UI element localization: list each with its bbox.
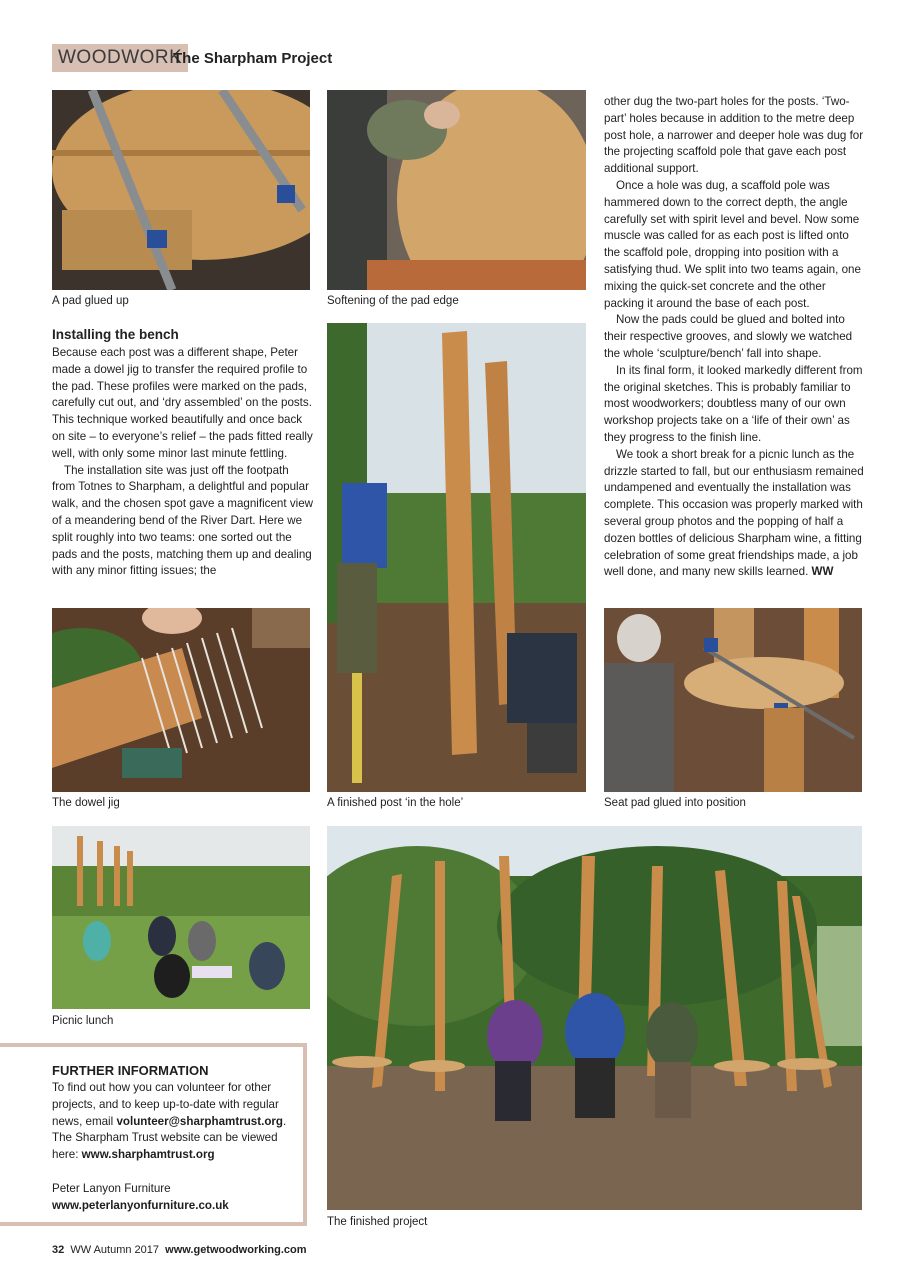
photo-picnic	[52, 826, 310, 1009]
photo-seat-pad	[604, 608, 862, 792]
caption-picnic: Picnic lunch	[52, 1015, 114, 1027]
photo-pad-glued	[52, 90, 310, 290]
further-info-line: To find out how you can volunteer for other projects, and to keep up-to-date with regular news, email	[52, 1081, 279, 1128]
article-column-3	[604, 94, 864, 581]
maker-site-link[interactable]: www.peterlanyonfurniture.co.uk	[52, 1198, 229, 1212]
paragraph: The installation site was just off the footpath from Totnes to Sharpham, a delightful and popular walk, and the chosen spot gave a magnificent view of a meandering bend of the River Dart. Here we split roughly into two teams: one sorted out the pads and the posts, matching them up and dealing with any minor fitting issues; the	[52, 463, 314, 578]
further-info-text	[52, 1080, 302, 1214]
further-info-line: . The Sharpham Trust website can be viewed here:	[52, 1114, 287, 1162]
caption-pad-glued: A pad glued up	[52, 295, 129, 307]
page-number: 32	[52, 1244, 65, 1256]
email-link[interactable]: volunteer@sharphamtrust.org	[116, 1114, 283, 1128]
caption-dowel-jig: The dowel jig	[52, 797, 120, 809]
maker-name: Peter Lanyon Furniture	[52, 1181, 171, 1195]
section-tag: WOODWORK	[52, 44, 188, 72]
paragraph: other dug the two-part holes for the posts. ‘Two-part’ holes because in addition to the metre deep post hole, a narrower and deeper hole was dug for the projecting scaffold pole that gave each post additional support.	[604, 95, 864, 176]
end-mark: WW	[811, 565, 834, 579]
caption-seat-pad: Seat pad glued into position	[604, 797, 746, 809]
caption-post-in-hole: A finished post ‘in the hole’	[327, 797, 464, 809]
photo-finished	[327, 826, 862, 1210]
caption-softening: Softening of the pad edge	[327, 295, 459, 307]
subheading: Installing the bench	[52, 327, 179, 342]
photo-post-in-hole	[327, 323, 586, 792]
photo-dowel-jig	[52, 608, 310, 792]
paragraph: In its final form, it looked markedly different from the original sketches. This is probably familiar to most woodworkers; doubtless many of our own workshop projects take on a ‘life of their own’ as they progress to the finish line.	[604, 363, 863, 444]
paragraph: We took a short break for a picnic lunch as the drizzle started to fall, but our enthusiasm remained undampened and eventually the installation was complete. This occasion was properly marked with several group photos and the popping of half a dozen bottles of delicious Sharpham wine, a fitting celebration of some great friendships made, a job well done, and many new skills learned.	[604, 447, 864, 579]
footer	[52, 1244, 307, 1256]
paragraph: Now the pads could be glued and bolted into their respective grooves, and slowly we watched the whole ‘sculpture/bench’ fall into shape.	[604, 313, 853, 360]
page-title: The Sharpham Project	[173, 50, 333, 67]
article-column-1	[52, 345, 314, 580]
caption-finished: The finished project	[327, 1216, 428, 1228]
further-info-title: FURTHER INFORMATION	[52, 1063, 209, 1078]
issue-label: WW Autumn 2017	[70, 1244, 160, 1256]
footer-site-link[interactable]: www.getwoodworking.com	[165, 1244, 307, 1256]
paragraph: Once a hole was dug, a scaffold pole was hammered down to the correct depth, the angle carefully set with spirit level and bevel. Now some muscle was called for as each post is lifted onto the scaffold pole, dropping into position with a satisfying thud. We split into two teams again, one mixing the quick-set concrete and the other packing it around the base of each post.	[604, 178, 861, 310]
trust-site-link[interactable]: www.sharphamtrust.org	[81, 1148, 215, 1162]
paragraph: Because each post was a different shape, Peter made a dowel jig to transfer the required profile to the pad. These profiles were marked on the pads, carefully cut out, and ‘dry assembled’ on the posts. This technique worked beautifully and once back on site – to everyone’s relief – the pads fitted really well, with only some minor last minute fettling.	[52, 346, 313, 460]
photo-softening	[327, 90, 586, 290]
